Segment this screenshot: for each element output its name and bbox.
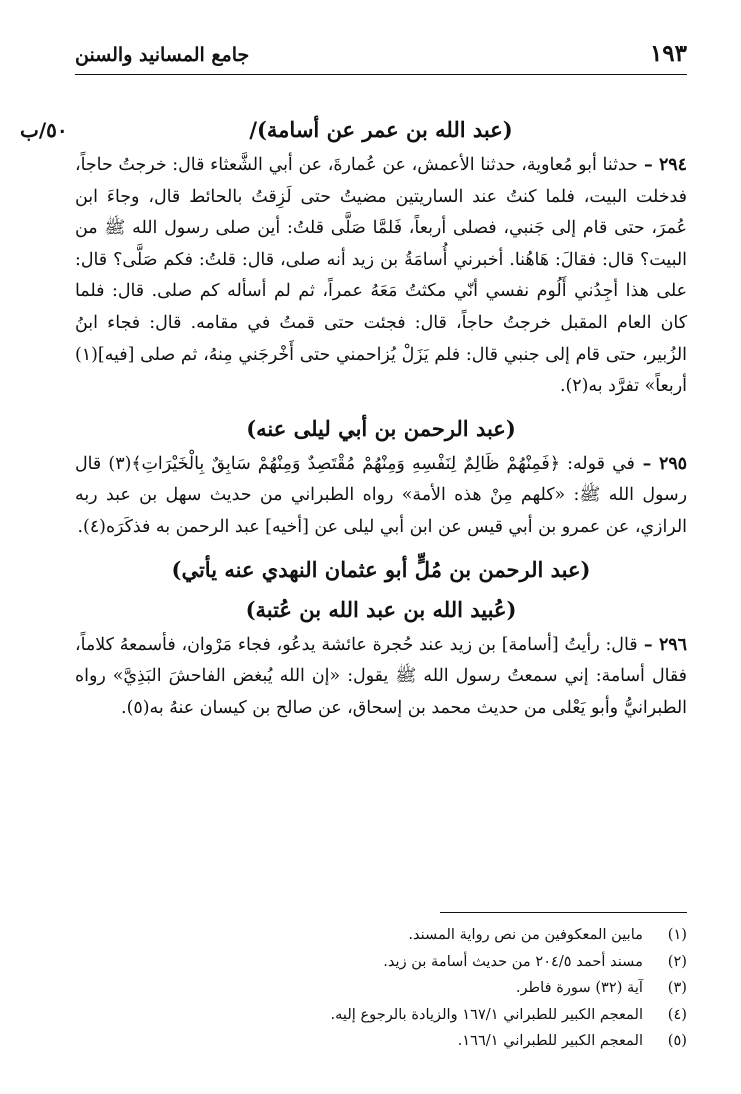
footnote-number: (٣): [667, 979, 687, 997]
hadith-paragraph: [75, 449, 687, 544]
footnote-text: مسند أحمد ٢٠٤/٥ من حديث أسامة بن زيد.: [383, 952, 643, 970]
footnote-item: [75, 949, 687, 976]
footnote-number: (١): [667, 926, 687, 943]
footnote-item: [75, 975, 687, 1002]
header-rule: [75, 74, 687, 75]
footnotes: [75, 922, 687, 1055]
footnote-text: المعجم الكبير للطبراني ١٦٦/١.: [457, 1032, 643, 1050]
section-295: [75, 409, 687, 544]
section-subheading: (عُبيد الله بن عبد الله بن عُتبة): [245, 596, 517, 622]
footnote-rule: [440, 912, 687, 913]
running-title: جامع المسانيد والسنن: [75, 44, 250, 66]
section-heading: (عبد الرحمن بن أبي ليلى عنه): [246, 415, 516, 441]
hadith-paragraph: [75, 150, 687, 403]
footnote-text: آية (٣٢) سورة فاطر.: [515, 979, 643, 997]
footnote-number: (٢): [667, 952, 687, 970]
footnote-text: المعجم الكبير للطبراني ١٦٧/١ والزيادة بالرجوع إليه.: [330, 1005, 643, 1023]
main-text: [75, 110, 687, 724]
page-number: ١٩٣: [649, 40, 687, 67]
page-header: [75, 38, 687, 74]
hadith-number: ٢٩٤ –: [637, 155, 687, 175]
manuscript-folio-marker: ٥٠/ب: [20, 118, 68, 142]
hadith-text: قال: رأيتُ [أسامة] بن زيد عند حُجرة عائشة يدعُو، فجاء مَرْوان، فأسمعهُ كلاماً، فقال أسامة: إني سمعتُ رسول الله ﷺ يقول: «إن الله يُبغض الفاحشَ البَذِيَّ» رواه الطبرانيُّ وأبو يَعْلى من حديث محمد بن إسحاق، عن صالح بن كيسان عنهُ به(٥).: [75, 634, 687, 718]
section-296: [75, 550, 687, 725]
hadith-text: حدثنا أبو مُعاوية، حدثنا الأعمش، عن عُمارةَ، عن أبي الشَّعثاء قال: خرجتُ حاجاً، فدخلت البيت، فلما كنتُ عند الساريتين مضيتُ حتى لَزِقتُ بالحائط قال، وجاءَ ابن عُمرَ، حتى قام إلى جَنبي، فصلى أربعاً، فَلمَّا صَلَّى قلتُ: أين صلى رسول الله ﷺ من البيت؟ قال: فقالَ: هَاهُنا. أخبرني أُسامَةُ بن زيد أنه صلى، قال: قلتُ: فكم صَلَّى؟ قال: على هذا أجِدُني أَلُوم نفسي أنّي مكثتُ مَعَهُ عمراً، ثم لم أسأله كم صلى. قال: فلما كان العام المقبل خرجتُ حاجاً، قال: فجئت حتى قمتُ في مقامه. قال: فجاء ابنُ الزُبير، حتى قام إلى جنبي قال: فلم يَزَلْ يُزاحمني حتى أَخْرجَني مِنهُ، ثم صلى [فيه](١) أربعاً» تفرَّد به(٢).: [75, 155, 687, 397]
footnote-number: (٤): [667, 1005, 687, 1023]
footnote-text: مابين المعكوفين من نص رواية المسند.: [408, 926, 643, 943]
hadith-text: في قوله: ﴿فَمِنْهُمْ ظَالِمٌ لِنَفْسِهِ وَمِنْهُمْ مُقْتَصِدٌ وَمِنْهُمْ سَابِقٌ بِالْخَيْرَاتِ﴾(٣) قال رسول الله ﷺ: «كلهم مِنْ هذه الأمة» رواه الطبراني من حديث سهل بن عبد ربه الرازي، عن عمرو بن أبي قيس عن ابن أبي ليلى عن [أخيه] عبد الرحمن به فذكَرَه(٤).: [75, 453, 687, 537]
hadith-number: ٢٩٦ –: [637, 634, 687, 655]
hadith-paragraph: [75, 630, 687, 725]
section-heading: (عبد الله بن عمر عن أسامة)/: [249, 117, 513, 142]
footnote-item: [75, 1002, 687, 1029]
footnote-number: (٥): [667, 1032, 687, 1050]
section-294: [75, 110, 687, 403]
footnote-item: [75, 1028, 687, 1055]
hadith-number: ٢٩٥ –: [634, 453, 688, 474]
footnote-item: [75, 922, 687, 949]
section-heading: (عبد الرحمن بن مُلٍّ أبو عثمان النهدي عنه يأتي): [171, 556, 591, 582]
